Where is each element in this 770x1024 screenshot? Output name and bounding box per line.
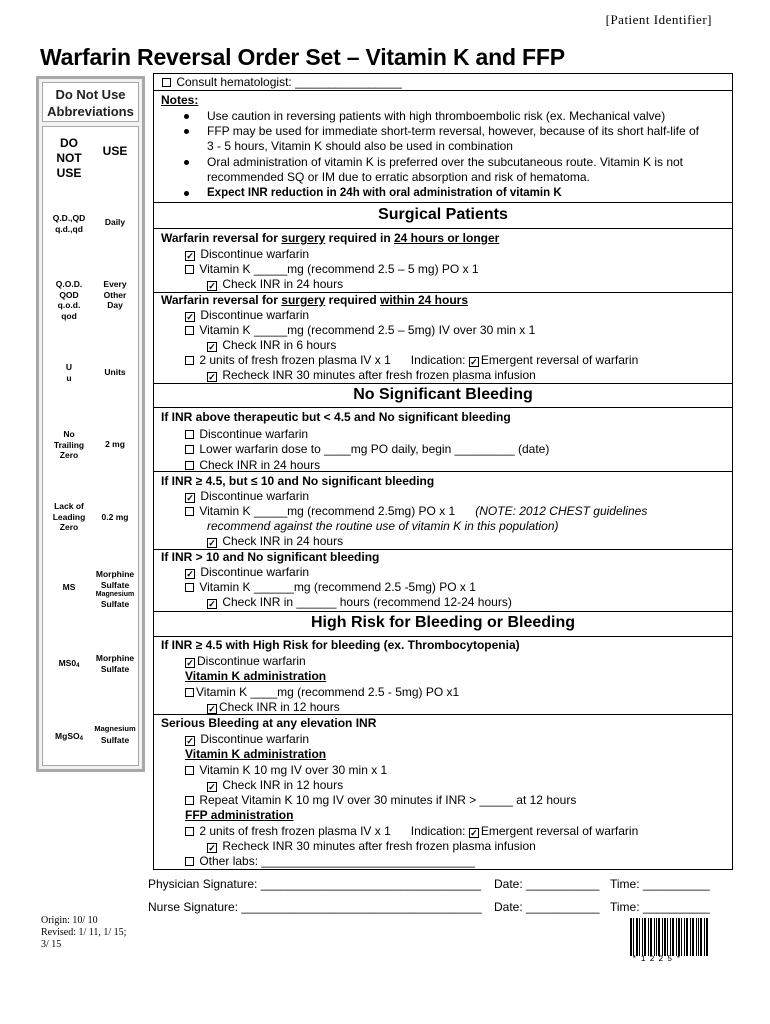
note-item (184, 110, 189, 124)
abbr-dnu-row: MgSO4 (55, 731, 83, 742)
order-line: Vitamin K _____mg (recommend 2.5 – 5 mg) PO x 1 (185, 262, 479, 276)
high-risk-ffp-subheading: FFP administration (185, 808, 294, 822)
abbreviations-panel (36, 76, 145, 772)
checked-box[interactable]: ✓ (208, 704, 216, 714)
checked-box[interactable]: ✓ (186, 736, 194, 746)
checked-box[interactable]: ✓ (208, 372, 216, 382)
barcode-image (630, 918, 708, 956)
order-line: Vitamin K 10 mg IV over 30 min x 1 (185, 763, 387, 777)
checked-box[interactable]: ✓ (208, 843, 216, 853)
checkbox[interactable] (185, 507, 194, 516)
checked-box[interactable]: ✓ (186, 569, 194, 579)
physician-time-field[interactable]: Time: __________ (610, 877, 710, 891)
abbr-dnu-row: No Trailing Zero (53, 429, 85, 460)
order-line: ✓ Check INR in 24 hours (208, 277, 344, 291)
abbr-dnu-row: MS04 (58, 658, 80, 669)
physician-signature-field[interactable]: Physician Signature: _________________________________ (148, 877, 481, 891)
note-item: Use caution in reversing patients with high thromboembolic risk (ex. Mechanical valve) (207, 109, 666, 123)
order-line: Repeat Vitamin K 10 mg IV over 30 minutes if INR > _____ at 12 hours (185, 793, 576, 807)
checked-box[interactable]: ✓ (186, 658, 194, 668)
checkbox[interactable] (185, 265, 194, 274)
section-high-risk: High Risk for Bleeding or Bleeding (310, 614, 576, 631)
checkbox[interactable] (185, 688, 194, 697)
consult-checkbox[interactable] (162, 78, 171, 87)
barcode-number: *1225* (632, 955, 685, 964)
order-line: ✓ Discontinue warfarin (186, 247, 310, 261)
order-line: ✓ Recheck INR 30 minutes after fresh frozen plasma infusion (208, 368, 536, 382)
checked-box[interactable]: ✓ (208, 342, 216, 352)
abbreviations-table (42, 126, 139, 766)
order-line: ✓ Check INR in ______ hours (recommend 12-24 hours) (208, 595, 512, 609)
order-line: Lower warfarin dose to ____mg PO daily, begin _________ (date) (185, 442, 549, 456)
order-line: Discontinue warfarin (185, 427, 308, 441)
no-bleeding-a-heading: If INR above therapeutic but < 4.5 and No significant bleeding (161, 410, 511, 424)
abbr-use-row: Morphine Sulfate Magnesium Sulfate (95, 569, 135, 609)
abbr-dnu-row: Q.D.,QD q.d.,qd (52, 213, 86, 234)
checkbox[interactable] (185, 356, 194, 365)
checkbox[interactable] (185, 583, 194, 592)
high-risk-a-subheading: Vitamin K administration (185, 669, 327, 683)
consult-row (162, 75, 402, 89)
order-line: Check INR in 24 hours (185, 458, 320, 472)
abbr-dnu-row: Lack of Leading Zero (52, 501, 86, 532)
note-item: Expect INR reduction in 24h with oral administration of vitamin K (207, 187, 562, 199)
section-surgical: Surgical Patients (378, 206, 508, 223)
order-line: ✓ Check INR in 6 hours (208, 338, 337, 352)
consult-label: Consult hematologist: ________________ (176, 75, 402, 89)
checked-box[interactable]: ✓ (470, 357, 478, 367)
order-line: Vitamin K ____mg (recommend 2.5 - 5mg) PO x1 (185, 685, 459, 699)
checked-box[interactable]: ✓ (186, 493, 194, 503)
checkbox[interactable] (185, 796, 194, 805)
revision-info: Origin: 10/ 10 Revised: 1/ 11, 1/ 15; 3/ 15 (41, 915, 127, 950)
order-line: 2 units of fresh frozen plasma IV x 1 Indication: ✓ Emergent reversal of warfarin (185, 824, 638, 838)
checkbox[interactable] (185, 766, 194, 775)
abbreviations-title (42, 82, 139, 122)
nurse-signature-field[interactable]: Nurse Signature: ____________________________________ (148, 900, 482, 914)
checked-box[interactable]: ✓ (186, 251, 194, 261)
section-no-bleeding: No Significant Bleeding (353, 386, 533, 403)
nurse-time-field[interactable]: Time: __________ (610, 900, 710, 914)
high-risk-b-heading: Serious Bleeding at any elevation INR (161, 716, 377, 730)
nurse-date-field[interactable]: Date: ___________ (494, 900, 600, 914)
checkbox[interactable] (185, 445, 194, 454)
checkbox[interactable] (185, 430, 194, 439)
notes-label: Notes: (161, 93, 199, 107)
abbr-dnu-row: MS (62, 582, 76, 592)
surgical-b-heading: Warfarin reversal for surgery required within 24 hours (161, 293, 469, 307)
physician-date-field[interactable]: Date: ___________ (494, 877, 600, 891)
order-line: ✓ Discontinue warfarin (186, 308, 310, 322)
no-bleeding-c-heading: If INR > 10 and No significant bleeding (161, 550, 380, 564)
abbr-use-row: 0.2 mg (101, 512, 129, 522)
order-line: ✓ Check INR in 24 hours (208, 534, 344, 548)
note-item: 3 - 5 hours, Vitamin K should also be used in combination (207, 139, 513, 153)
abbr-use-row: Morphine Sulfate (95, 653, 135, 674)
note-item: FFP may be used for immediate short-term reversal, however, because of its short half-life of (207, 124, 699, 138)
order-line: Vitamin K _____mg (recommend 2.5mg) PO x 1 (NOTE: 2012 CHEST guidelines (185, 504, 647, 518)
order-line: Vitamin K _____mg (recommend 2.5 – 5mg) IV over 30 min x 1 (185, 323, 535, 337)
checked-box[interactable]: ✓ (470, 828, 478, 838)
abbr-use-row: Units (104, 367, 126, 377)
abbr-use-row: 2 mg (105, 439, 125, 449)
checkbox[interactable] (185, 326, 194, 335)
col-use: USE (102, 144, 128, 158)
abbr-use-row: Daily (104, 217, 126, 227)
order-line: ✓ Discontinue warfarin (186, 565, 310, 579)
checkbox[interactable] (185, 461, 194, 470)
abbr-dnu-row: U u (65, 362, 73, 383)
checked-box[interactable]: ✓ (208, 281, 216, 291)
note-item: recommended SQ or IM due to erratic absorption and risk of hematoma. (207, 170, 590, 184)
checkbox[interactable] (185, 857, 194, 866)
patient-identifier: [Patient Identifier] (605, 12, 712, 27)
checked-box[interactable]: ✓ (208, 599, 216, 609)
order-line: ✓ Discontinue warfarin (186, 732, 310, 746)
page-title: Warfarin Reversal Order Set – Vitamin K and FFP (40, 44, 565, 70)
abbr-use-row: Every Other Day (103, 279, 127, 310)
order-line: ✓ Check INR in 12 hours (208, 700, 340, 714)
abbr-title-line1: Do Not Use (55, 87, 126, 102)
high-risk-a-heading: If INR ≥ 4.5 with High Risk for bleeding (ex. Thrombocytopenia) (161, 638, 520, 652)
order-line: ✓ Check INR in 12 hours (208, 778, 344, 792)
checkbox[interactable] (185, 827, 194, 836)
order-line: ✓ Discontinue warfarin (186, 654, 306, 668)
checked-box[interactable]: ✓ (208, 538, 216, 548)
order-line: Other labs: ________________________________ (185, 854, 475, 868)
order-line: ✓ Recheck INR 30 minutes after fresh frozen plasma infusion (208, 839, 536, 853)
order-line: ✓ Discontinue warfarin (186, 489, 310, 503)
abbr-dnu-row: Q.O.D. QOD q.o.d. qod (55, 279, 83, 321)
col-do-not-use: DO NOT USE (56, 136, 82, 180)
order-line: Vitamin K ______mg (recommend 2.5 -5mg) PO x 1 (185, 580, 476, 594)
abbr-title-line2: Abbreviations (47, 104, 134, 119)
abbr-use-row: Magnesium Sulfate (94, 724, 136, 745)
order-form (153, 73, 733, 870)
checked-box[interactable]: ✓ (208, 782, 216, 792)
checked-box[interactable]: ✓ (186, 312, 194, 322)
order-line: 2 units of fresh frozen plasma IV x 1 Indication: ✓ Emergent reversal of warfarin (185, 353, 638, 367)
note-item: Oral administration of vitamin K is preferred over the subcutaneous route. Vitamin K is not (207, 155, 684, 169)
high-risk-b-subheading: Vitamin K administration (185, 747, 327, 761)
order-note: recommend against the routine use of vitamin K in this population) (207, 519, 559, 533)
surgical-a-heading: Warfarin reversal for surgery required in 24 hours or longer (161, 231, 500, 245)
no-bleeding-b-heading: If INR ≥ 4.5, but ≤ 10 and No significant bleeding (161, 474, 435, 488)
